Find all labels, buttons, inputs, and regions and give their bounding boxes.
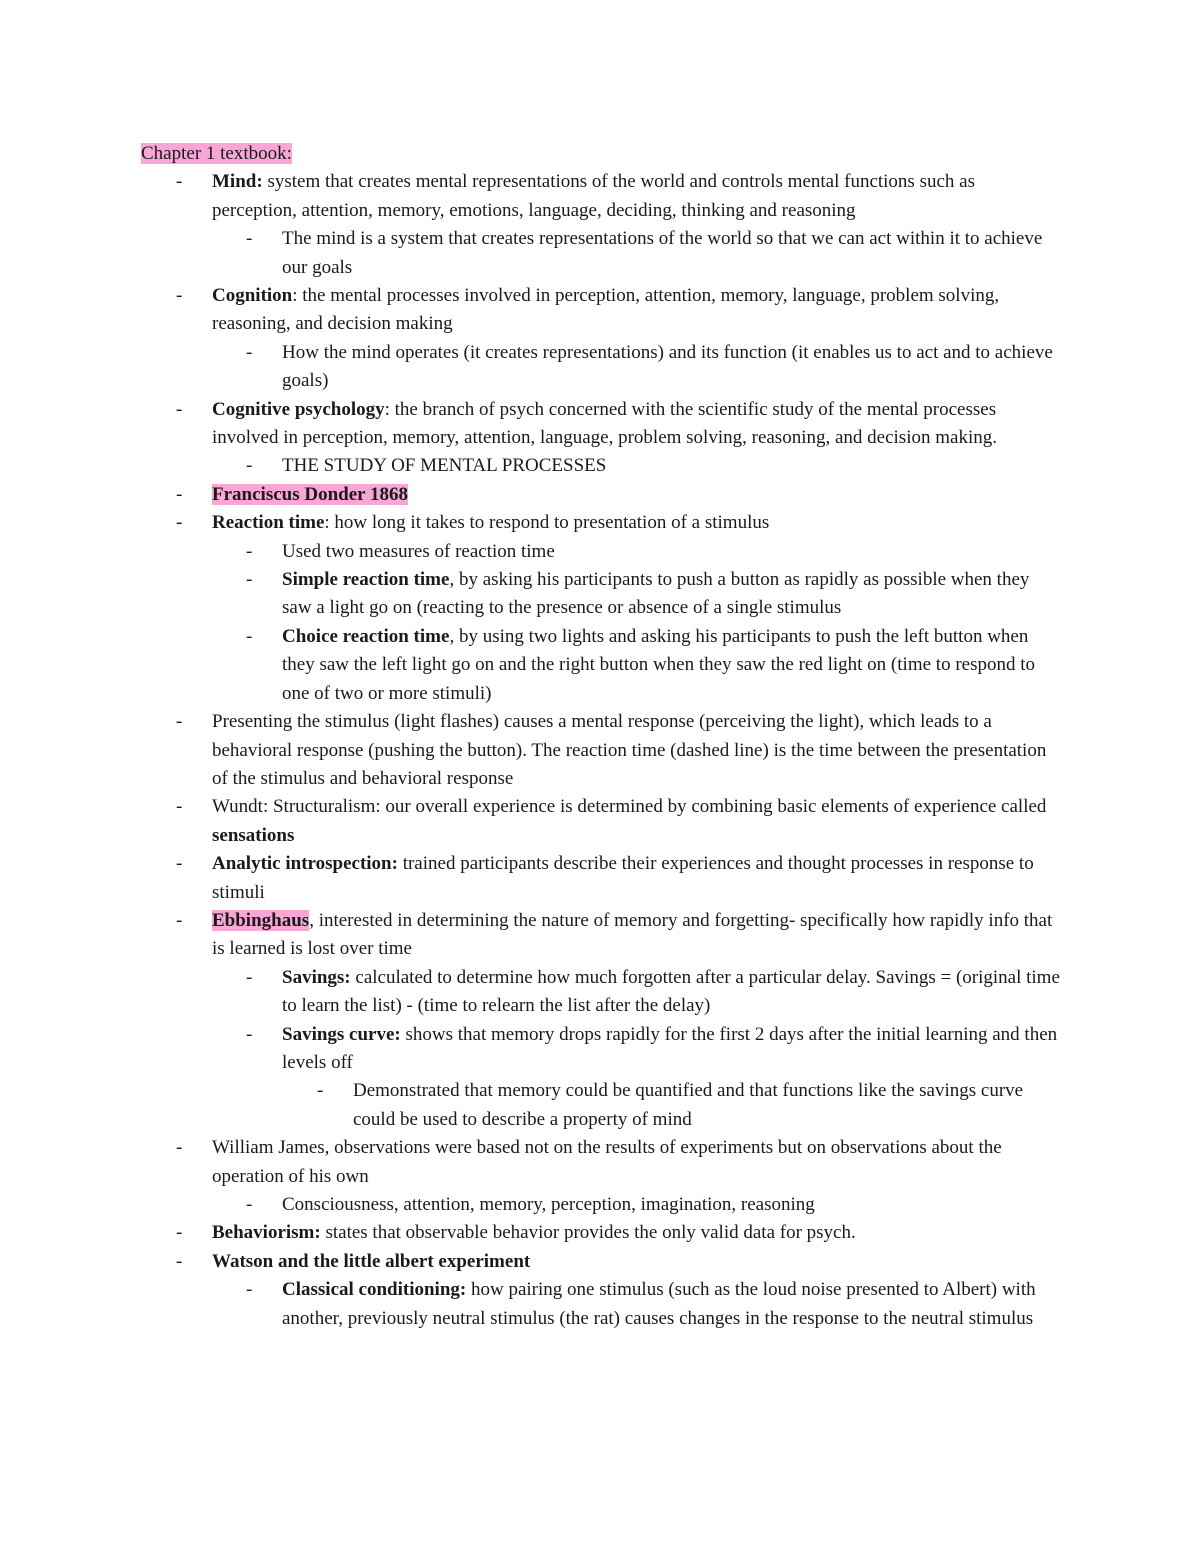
body-text: Consciousness, attention, memory, perception, imagination, reasoning [282, 1194, 815, 1216]
body-text: : the mental processes involved in perception, attention, memory, language, problem solving, reasoning, and decision making [212, 285, 1000, 335]
list-item [176, 168, 1062, 225]
list-item [176, 708, 1062, 793]
list-item [317, 1077, 1043, 1134]
body-text: , interested in determining the nature of memory and forgetting- specifically how rapidly info that is learned is lost over time [212, 909, 1053, 960]
list-item [246, 1276, 1060, 1333]
list-item [246, 1021, 1060, 1078]
document-heading-line [141, 140, 1200, 168]
bullet-dash: - [176, 285, 183, 307]
list-item [176, 282, 1062, 339]
term-text: Ebbinghaus [212, 909, 310, 931]
body-text: states that observable behavior provides the only valid data for psych. [320, 1222, 856, 1244]
bullet-dash: - [246, 540, 253, 562]
body-text: how pairing one stimulus (such as the loud noise presented to Albert) with another, previously neutral stimulus (the rat) causes changes in the response to the neutral stimulus [282, 1279, 1036, 1329]
bullet-dash: - [317, 1080, 324, 1102]
body-text: , by asking his participants to push a button as rapidly as possible when they saw a light go on (reacting to the presence or absence of a single stimulus [282, 569, 1030, 619]
term-text: Cognitive psychology [212, 398, 385, 420]
bullet-dash: - [246, 1023, 253, 1045]
term-text: Franciscus Donder 1868 [212, 483, 408, 505]
bullet-dash: - [176, 512, 183, 534]
term-text: sensations [212, 824, 295, 846]
list-item [246, 339, 1060, 396]
term-text: Cognition [212, 285, 293, 307]
term-text: Analytic introspection: [212, 853, 398, 875]
body-text: Presenting the stimulus (light flashes) causes a mental response (perceiving the light), which leads to a behavioral response (pushing the button). The reaction time (dashed line) is the time between the presentation of the stimulus and behavioral response [212, 711, 1047, 789]
bullet-dash: - [246, 1279, 253, 1301]
bullet-dash: - [246, 455, 253, 477]
body-text: THE STUDY OF MENTAL PROCESSES [282, 455, 607, 477]
bullet-dash: - [246, 569, 253, 591]
term-text: Savings: [282, 966, 351, 988]
list-item [176, 793, 1062, 850]
term-text: Behaviorism: [212, 1222, 321, 1244]
body-text: Demonstrated that memory could be quantified and that functions like the savings curve could be used to describe a property of mind [353, 1080, 1024, 1130]
list-item [176, 1134, 1062, 1191]
bullet-dash: - [176, 909, 183, 931]
list-item [246, 452, 1060, 480]
bullet-dash: - [246, 1194, 253, 1216]
bullet-dash: - [176, 796, 183, 818]
list-item [176, 481, 1062, 509]
term-text: Watson and the little albert experiment [212, 1250, 531, 1272]
list-item [176, 1248, 1062, 1276]
list-item [176, 396, 1062, 453]
body-text: calculated to determine how much forgotten after a particular delay. Savings = (original time to learn the list) - (time to relearn the list after the delay) [282, 966, 1060, 1017]
list-item [246, 623, 1060, 708]
body-text: trained participants describe their experiences and thought processes in response to stimuli [212, 853, 1034, 903]
term-text: Classical conditioning: [282, 1279, 467, 1301]
term-text: Mind: [212, 171, 263, 193]
list-item [246, 1191, 1060, 1219]
list-item [176, 850, 1062, 907]
body-text: : the branch of psych concerned with the scientific study of the mental processes involved in perception, memory, attention, language, problem solving, reasoning, and decision making. [212, 398, 997, 449]
bullet-dash: - [246, 228, 253, 250]
body-text: shows that memory drops rapidly for the first 2 days after the initial learning and then levels off [282, 1023, 1058, 1073]
body-text: : how long it takes to respond to presentation of a stimulus [324, 512, 770, 534]
list-item [246, 225, 1060, 282]
body-text: How the mind operates (it creates representations) and its function (it enables us to act and to achieve goals) [282, 341, 1053, 392]
term-text: Choice reaction time [282, 625, 450, 647]
document-page [0, 140, 1200, 1333]
list-item [246, 964, 1060, 1021]
body-text: system that creates mental representations of the world and controls mental functions such as perception, attention, memory, emotions, language, deciding, thinking and reasoning [212, 171, 975, 221]
list-item [176, 1219, 1062, 1247]
bullet-dash: - [246, 625, 253, 647]
body-text: The mind is a system that creates representations of the world so that we can act within it to achieve our goals [282, 228, 1043, 278]
term-text: Reaction time [212, 512, 325, 534]
list-item [246, 538, 1060, 566]
body-text: William James, observations were based not on the results of experiments but on observations about the operation of his own [212, 1137, 1002, 1187]
term-text: Savings curve: [282, 1023, 401, 1045]
notes-list [0, 168, 1200, 1333]
body-text: Used two measures of reaction time [282, 540, 555, 562]
term-text: Simple reaction time [282, 569, 450, 591]
bullet-dash: - [176, 398, 183, 420]
bullet-dash: - [176, 1222, 183, 1244]
document-heading: Chapter 1 textbook: [141, 143, 292, 164]
bullet-dash: - [176, 853, 183, 875]
list-item [246, 566, 1060, 623]
list-item [176, 907, 1062, 964]
bullet-dash: - [246, 966, 253, 988]
bullet-dash: - [176, 1137, 183, 1159]
body-text: , by using two lights and asking his participants to push the left button when they saw the left light go on and the right button when they saw the red light on (time to respond to one of two or more stimuli) [282, 625, 1035, 704]
bullet-dash: - [176, 1250, 183, 1272]
list-item [176, 509, 1062, 537]
bullet-dash: - [246, 341, 253, 363]
bullet-dash: - [176, 171, 183, 193]
bullet-dash: - [176, 483, 183, 505]
bullet-dash: - [176, 711, 183, 733]
body-text: Wundt: Structuralism: our overall experience is determined by combining basic elements of experience called [212, 796, 1047, 818]
